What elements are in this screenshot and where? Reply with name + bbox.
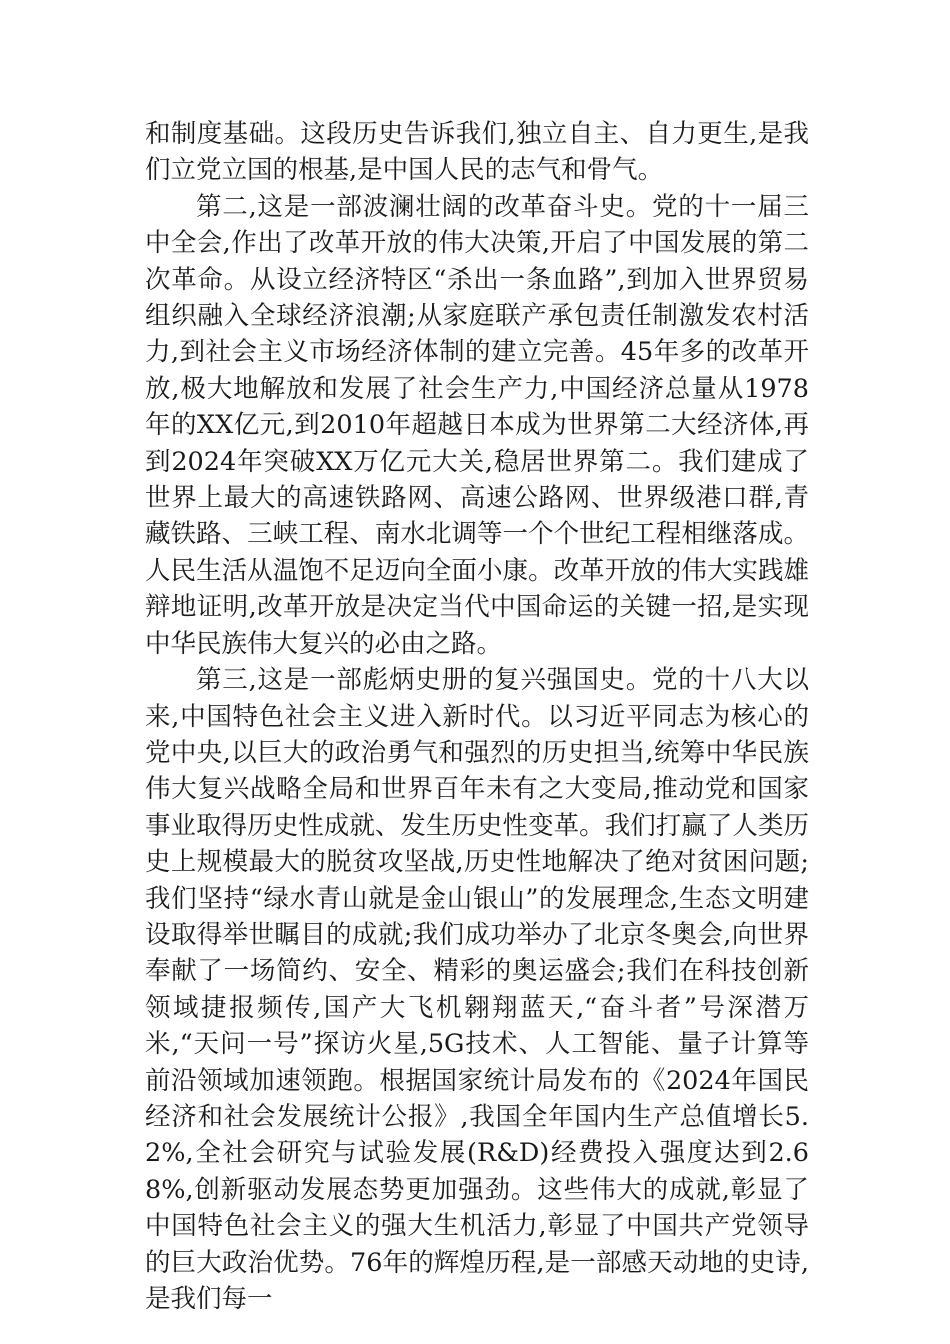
paragraph-continued: 和制度基础。这段历史告诉我们,独立自主、自力更生,是我们立党立国的根基,是中国人民的志气和骨气。	[145, 119, 809, 186]
paragraph-rejuvenation-history: 第三,这是一部彪炳史册的复兴强国史。党的十八大以来,中国特色社会主义进入新时代。以习近平同志为核心的党中央,以巨大的政治勇气和强烈的历史担当,统筹中华民族伟大复兴战略全局和世界百年未有之大变局,推动党和国家事业取得历史性成就、发生历史性变革。我们打赢了人类历史上规模最大的脱贫攻坚战,历史性地解决了绝对贫困问题;我们坚持“绿水青山就是金山银山”的发展理念,生态文明建设取得举世瞩目的成就;我们成功举办了北京冬奥会,向世界奉献了一场简约、安全、精彩的奥运盛会;我们在科技创新领域捷报频传,国产大飞机翱翔蓝天,“奋斗者”号深潜万米,“天问一号”探访火星,5G技术、人工智能、量子计算等前沿领域加速领跑。根据国家统计局发布的《2024年国民经济和社会发展统计公报》,我国全年国内生产总值增长5.2%,全社会研究与试验发展(R&D)经费投入强度达到2.68%,创新驱动发展态势更加强劲。这些伟大的成就,彰显了中国特色社会主义的强大生机活力,彰显了中国共产党领导的巨大政治优势。76年的辉煌历程,是一部感天动地的史诗,是我们每一	[145, 665, 809, 1314]
document-body	[145, 116, 809, 1317]
paragraph-reform-history: 第二,这是一部波澜壮阔的改革奋斗史。党的十一届三中全会,作出了改革开放的伟大决策,开启了中国发展的第二次革命。从设立经济特区“杀出一条血路”,到加入世界贸易组织融入全球经济浪潮;从家庭联产承包责任制激发农村活力,到社会主义市场经济体制的建立完善。45年多的改革开放,极大地解放和发展了社会生产力,中国经济总量从1978年的XX亿元,到2010年超越日本成为世界第二大经济体,再到2024年突破XX万亿元大关,稳居世界第二。我们建成了世界上最大的高速铁路网、高速公路网、世界级港口群,青藏铁路、三峡工程、南水北调等一个个世纪工程相继落成。人民生活从温饱不足迈向全面小康。改革开放的伟大实践雄辩地证明,改革开放是决定当代中国命运的关键一招,是实现中华民族伟大复兴的必由之路。	[145, 191, 809, 659]
